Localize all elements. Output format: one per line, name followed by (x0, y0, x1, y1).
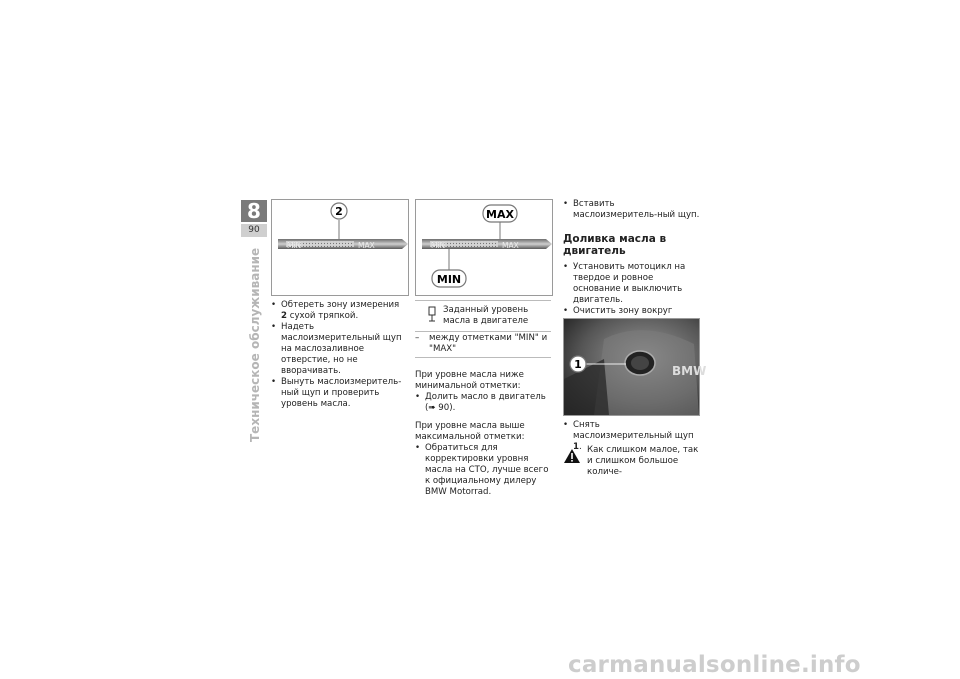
min-callout-label: MIN (436, 273, 462, 286)
dipstick-figure-1 (271, 199, 409, 296)
oil-level-table (415, 300, 551, 358)
page-number: 90 (241, 224, 267, 237)
callout-ref: 1 (573, 442, 579, 452)
table-value: – между отметками "MIN" и "MAX" (415, 333, 551, 355)
dipstick-min-max-illustration (416, 200, 552, 295)
list-item: • Вставить маслоизмеритель-ный щуп. (563, 199, 701, 221)
engine-illustration (564, 319, 707, 415)
chapter-title: Техническое обслуживание (248, 247, 262, 442)
scale-max-label: MAX (502, 241, 519, 250)
engine-photo (563, 318, 707, 416)
warning-icon (563, 448, 581, 468)
dipstick-illustration (272, 200, 408, 295)
column-2 (415, 370, 551, 498)
watermark: carmanualsonline.info (568, 652, 861, 678)
paragraph: При уровне масла ниже минимальной отметки: (415, 370, 524, 391)
chapter-number: 8 (241, 200, 267, 222)
brand-text: BMW (672, 364, 707, 378)
column-3 (563, 199, 701, 328)
scale-max-label: MAX (358, 241, 375, 250)
table-value-row (415, 333, 551, 355)
table-header: Заданный уровень масла в двигателе (443, 305, 529, 326)
list-item: • Установить мотоцикл на твердое и ровное основание и выключить двигатель. (563, 262, 701, 306)
dipstick-figure-2 (415, 199, 553, 296)
list-item: • Очистить зону вокруг (563, 306, 701, 328)
list-item: • Вынуть маслоизмеритель-ный щуп и проверить уровень масла. (271, 377, 407, 410)
warning-note (563, 445, 703, 478)
list-item: • Долить масло в двигатель (➠ 90). (415, 392, 551, 414)
page-reference: (➠ 90). (425, 403, 456, 413)
callout-ref: 2 (281, 311, 287, 321)
list-item: • Обтереть зону измерения 2 сухой тряпкой. (271, 300, 407, 322)
oil-can-icon (427, 306, 437, 326)
scale-min-label: MIN (287, 241, 302, 250)
scale-min-label: MIN (431, 241, 446, 250)
table-header-row (415, 301, 551, 332)
column-1 (271, 300, 407, 410)
warning-text: Как слишком малое, так и слишком большое количе- (587, 445, 699, 477)
paragraph: При уровне масла выше максимальной отметки: (415, 421, 525, 442)
max-callout-label: MAX (486, 208, 514, 221)
list-item: • Снять маслоизмерительный щуп 1. (563, 420, 701, 453)
callout-number: 2 (335, 205, 343, 218)
list-item: • Надеть маслоизмерительный щуп на маслозаливное отверстие, но не вворачивать. (271, 322, 407, 377)
list-item: • Обратиться для корректировки уровня масла на СТО, лучше всего к официальному дилеру BMW Motorrad. (415, 443, 551, 498)
section-heading: Доливка масла в двигатель (563, 233, 667, 257)
callout-number: 1 (574, 358, 582, 371)
